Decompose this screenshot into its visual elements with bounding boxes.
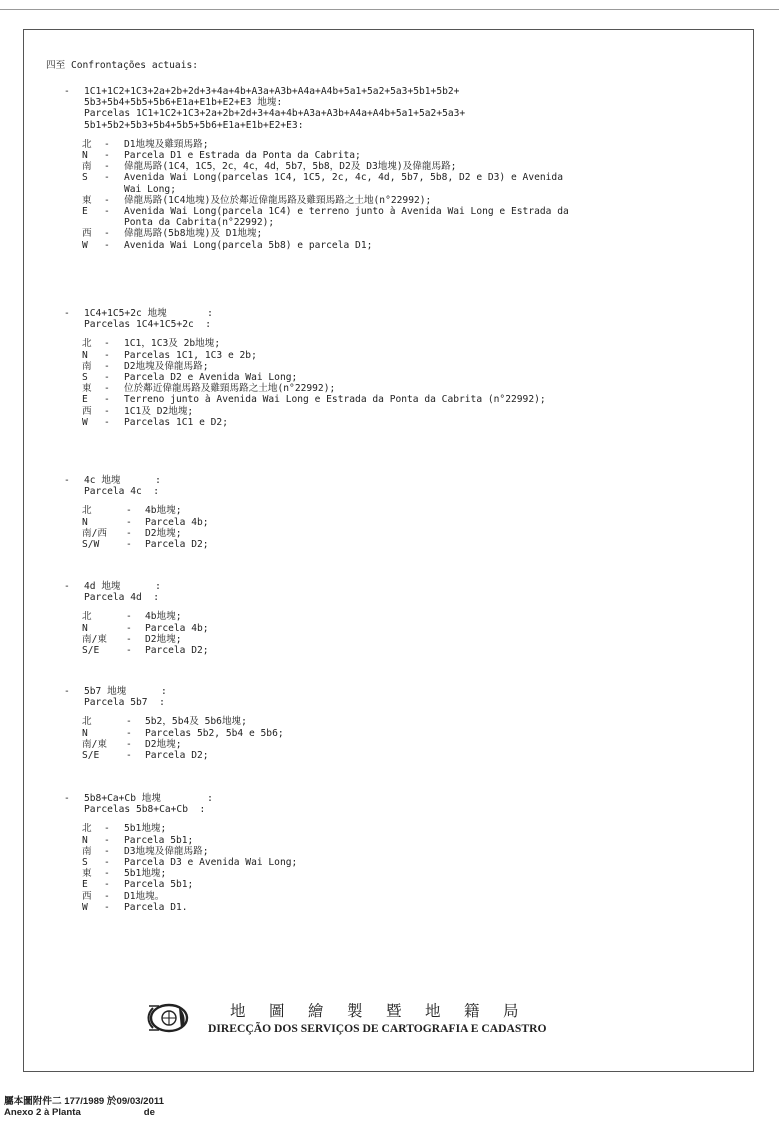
direction-dash: - <box>104 150 110 161</box>
direction-dash: - <box>126 645 132 656</box>
direction-label: 東 <box>82 868 92 880</box>
direction-label: S/E <box>82 750 100 761</box>
direction-label: 西 <box>82 228 92 240</box>
section-heading-line: 1C4+1C5+2c 地塊 : <box>84 308 213 319</box>
direction-dash: - <box>104 239 110 251</box>
direction-dash: - <box>126 539 132 550</box>
boundary-description: D1地塊。 <box>124 890 165 902</box>
section-heading-line: 1C1+1C2+1C3+2a+2b+2d+3+4a+4b+A3a+A3b+A4a+A4b+5a1+5a2+5a3+5b1+5b2+ <box>84 86 460 97</box>
direction-label: N <box>82 727 88 739</box>
direction-label: S/E <box>82 645 100 656</box>
direction-dash: - <box>126 516 132 528</box>
boundary-description: Parcela D3 e Avenida Wai Long; <box>124 857 298 868</box>
direction-dash: - <box>104 349 110 361</box>
direction-dash: - <box>126 611 132 623</box>
direction-dash: - <box>126 622 132 634</box>
direction-label: E <box>82 206 88 217</box>
direction-dash: - <box>104 338 110 350</box>
boundary-description: 1C1及 D2地塊; <box>124 405 194 417</box>
boundary-description: Parcelas 5b2, 5b4 e 5b6; <box>145 727 284 739</box>
direction-dash: - <box>104 901 110 913</box>
section-bullet: - <box>64 581 70 592</box>
section-heading-line: 5b8+Ca+Cb 地塊 : <box>84 793 213 804</box>
direction-dash: - <box>126 633 132 645</box>
direction-label: S <box>82 857 88 868</box>
direction-dash: - <box>104 394 110 406</box>
direction-dash: - <box>126 750 132 761</box>
boundary-description: Avenida Wai Long(parcelas 1C4, 1C5, 2c, 4c, 4d, 5b7, 5b8, D2 e D3) e Avenida <box>124 172 563 184</box>
footer-line-1: 屬本圖附件二 177/1989 於09/03/2011 <box>4 1096 164 1107</box>
boundary-description: 偉龍馬路(5b8地塊)及 D1地塊; <box>124 228 263 240</box>
direction-label: S <box>82 372 88 383</box>
direction-dash: - <box>104 383 110 395</box>
boundary-description: Ponta da Cabrita(n°22992); <box>124 217 275 229</box>
direction-dash: - <box>104 138 110 150</box>
direction-label: 北 <box>82 716 92 728</box>
boundary-description: D2地塊; <box>145 738 182 750</box>
section-bullet: - <box>64 86 70 97</box>
boundary-description: D1地塊及雞頸馬路; <box>124 138 209 150</box>
direction-label: E <box>82 879 88 891</box>
direction-dash: - <box>104 172 110 184</box>
direction-label: 南/東 <box>82 633 107 645</box>
direction-label: 西 <box>82 890 92 902</box>
direction-label: W <box>82 239 88 251</box>
direction-label: W <box>82 901 88 913</box>
boundary-description: D2地塊及偉龍馬路; <box>124 360 209 372</box>
boundary-description: D3地塊及偉龍馬路; <box>124 845 209 857</box>
direction-label: W <box>82 416 88 428</box>
section-heading-line: 4d 地塊 : <box>84 581 161 592</box>
boundary-description: Parcela 4b; <box>145 516 209 528</box>
section-heading-line: Parcela 5b7 : <box>84 697 165 709</box>
direction-dash: - <box>104 405 110 417</box>
section-heading-line: Parcelas 5b8+Ca+Cb : <box>84 804 206 816</box>
heading: 四至 Confrontações actuais: <box>46 60 199 71</box>
boundary-description: D2地塊; <box>145 633 182 645</box>
section-bullet: - <box>64 793 70 804</box>
direction-dash: - <box>104 228 110 240</box>
footer-de-label: de <box>143 1107 155 1118</box>
boundary-description: D2地塊; <box>145 527 182 539</box>
boundary-description: Parcela D2; <box>145 539 209 550</box>
boundary-description: 偉龍馬路(1C4地塊)及位於鄰近偉龍馬路及雞頸馬路之土地(n°22992); <box>124 194 432 206</box>
direction-label: S/W <box>82 539 100 550</box>
section-bullet: - <box>64 475 70 486</box>
section-bullet: - <box>64 308 70 319</box>
direction-label: 南 <box>82 360 92 372</box>
section-heading-line: Parcela 4c : <box>84 486 160 498</box>
boundary-description: Parcela D2 e Avenida Wai Long; <box>124 372 298 383</box>
direction-dash: - <box>104 890 110 902</box>
institution-name-chinese: 地圖繪製暨地籍局 <box>230 1002 543 1020</box>
direction-label: 北 <box>82 138 92 150</box>
boundary-description: Parcela D1 e Estrada da Ponta da Cabrita; <box>124 150 361 161</box>
boundary-description: Wai Long; <box>124 183 176 195</box>
section-heading-line: Parcelas 1C4+1C5+2c : <box>84 319 212 331</box>
direction-dash: - <box>104 360 110 372</box>
section-heading-line: 5b7 地塊 : <box>84 686 167 697</box>
boundary-description: 5b1地塊; <box>124 823 167 835</box>
direction-label: 南 <box>82 845 92 857</box>
institution-name-portuguese: DIRECÇÃO DOS SERVIÇOS DE CARTOGRAFIA E CADASTRO <box>208 1022 547 1035</box>
direction-label: N <box>82 834 88 846</box>
section-heading-line: Parcelas 1C1+1C2+1C3+2a+2b+2d+3+4a+4b+A3a+A3b+A4a+A4b+5a1+5a2+5a3+ <box>84 108 466 120</box>
direction-label: N <box>82 150 88 161</box>
boundary-description: 5b1地塊; <box>124 868 167 880</box>
section-heading-line: 4c 地塊 : <box>84 475 161 486</box>
direction-label: 東 <box>82 194 92 206</box>
boundary-description: 偉龍馬路(1C4，1C5，2c，4c，4d，5b7，5b8，D2及 D3地塊)及偉龍馬路; <box>124 161 457 173</box>
direction-dash: - <box>104 206 110 217</box>
direction-dash: - <box>126 505 132 517</box>
direction-dash: - <box>104 857 110 868</box>
direction-label: 南 <box>82 161 92 173</box>
direction-label: 北 <box>82 338 92 350</box>
direction-label: S <box>82 172 88 184</box>
direction-dash: - <box>104 194 110 206</box>
footer-annex-label: Anexo 2 à Planta <box>4 1107 81 1118</box>
boundary-description: 位於鄰近偉龍馬路及雞頸馬路之土地(n°22992); <box>124 383 336 395</box>
direction-dash: - <box>104 879 110 891</box>
direction-label: 南/西 <box>82 527 107 539</box>
direction-dash: - <box>126 716 132 728</box>
boundary-description: Parcela D2; <box>145 750 209 761</box>
direction-dash: - <box>104 868 110 880</box>
direction-dash: - <box>126 527 132 539</box>
direction-dash: - <box>104 823 110 835</box>
direction-label: N <box>82 516 88 528</box>
direction-label: 北 <box>82 823 92 835</box>
footer-line-2 <box>4 1107 164 1118</box>
direction-label: 北 <box>82 505 92 517</box>
boundary-description: Avenida Wai Long(parcela 5b8) e parcela D1; <box>124 239 373 251</box>
direction-dash: - <box>126 727 132 739</box>
direction-label: E <box>82 394 88 406</box>
direction-label: 南/東 <box>82 738 107 750</box>
section-heading-line: 5b1+5b2+5b3+5b4+5b5+5b6+E1a+E1b+E2+E3: <box>84 119 304 131</box>
top-rule <box>0 9 779 10</box>
boundary-description: Parcela D1. <box>124 901 188 913</box>
section-heading-line: Parcela 4d : <box>84 592 160 604</box>
boundary-description: Terreno junto à Avenida Wai Long e Estrada da Ponta da Cabrita (n°22992); <box>124 394 546 406</box>
direction-dash: - <box>104 834 110 846</box>
direction-label: N <box>82 622 88 634</box>
boundary-description: Parcela 4b; <box>145 622 209 634</box>
boundary-description: Parcelas 1C1, 1C3 e 2b; <box>124 349 257 361</box>
boundary-description: Parcelas 1C1 e D2; <box>124 416 228 428</box>
section-bullet: - <box>64 686 70 697</box>
boundary-description: Parcela D2; <box>145 645 209 656</box>
institution-mark <box>145 998 635 1046</box>
direction-dash: - <box>104 161 110 173</box>
section-heading-line: 5b3+5b4+5b5+5b6+E1a+E1b+E2+E3 地塊: <box>84 97 283 109</box>
cartography-logo-icon <box>145 1000 189 1036</box>
boundary-description: 5b2，5b4及 5b6地塊; <box>145 716 247 728</box>
direction-dash: - <box>104 845 110 857</box>
direction-dash: - <box>104 416 110 428</box>
direction-label: 北 <box>82 611 92 623</box>
boundary-description: 4b地塊; <box>145 611 182 623</box>
boundary-description: Avenida Wai Long(parcela 1C4) e terreno junto à Avenida Wai Long e Estrada da <box>124 206 569 217</box>
direction-label: N <box>82 349 88 361</box>
direction-dash: - <box>104 372 110 383</box>
boundary-description: Parcela 5b1; <box>124 879 194 891</box>
footer <box>4 1096 164 1118</box>
direction-label: 東 <box>82 383 92 395</box>
boundary-description: 4b地塊; <box>145 505 182 517</box>
direction-dash: - <box>126 738 132 750</box>
direction-label: 西 <box>82 405 92 417</box>
boundary-description: Parcela 5b1; <box>124 834 194 846</box>
boundary-description: 1C1，1C3及 2b地塊; <box>124 338 221 350</box>
